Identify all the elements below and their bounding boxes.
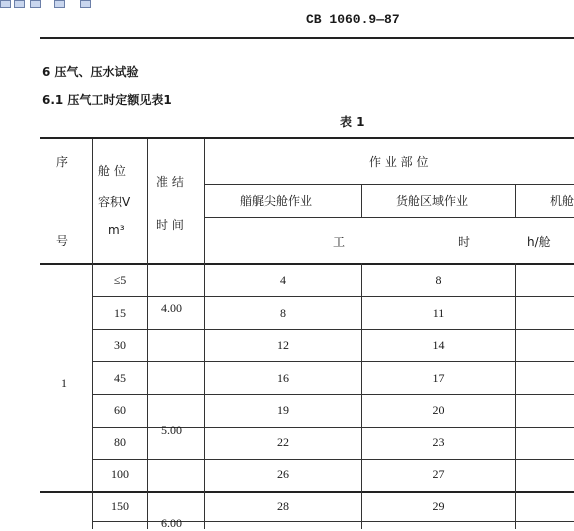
header-prep-line2: 时 间 <box>156 218 184 232</box>
header-unit-right: h/舱 <box>527 235 551 249</box>
col-rule-a <box>361 184 362 217</box>
row-rule <box>92 521 204 522</box>
col-rule-a-body <box>361 263 362 529</box>
vol-cell: ≤5 <box>113 273 127 287</box>
col-b-cell: 14 <box>432 338 445 352</box>
prep-value: 4.00 <box>161 301 182 315</box>
data-row-rule <box>205 521 574 522</box>
toolbar-icon-2[interactable] <box>14 0 25 8</box>
header-unit-mid: 时 <box>458 235 471 249</box>
vol-cell: 15 <box>114 306 126 320</box>
col-b-cell: 23 <box>432 435 445 449</box>
row-rule <box>92 394 204 395</box>
header-rule <box>40 37 574 39</box>
col-a-cell: 28 <box>277 499 289 513</box>
header-col-b: 货舱区域作业 <box>396 194 469 208</box>
header-col-a: 艏艉尖舱作业 <box>240 194 313 208</box>
vol-cell: 60 <box>114 403 126 417</box>
col-b-cell: 29 <box>432 499 445 513</box>
header-subrow-rule <box>205 184 574 185</box>
header-vol-line1: 舱 位 <box>98 164 126 178</box>
table-title: 表 1 <box>340 115 365 129</box>
toolbar-icon-1[interactable] <box>0 0 11 8</box>
col-a-cell: 22 <box>277 435 289 449</box>
header-vol-line2: 容积V <box>98 195 131 209</box>
vol-cell: 45 <box>114 371 126 385</box>
col-rule-b <box>515 184 516 217</box>
vol-cell: 80 <box>114 435 126 449</box>
header-col-c: 机舱 <box>550 194 574 208</box>
col-b-cell: 8 <box>435 273 442 287</box>
col-a-cell: 26 <box>277 467 289 481</box>
row-rule <box>92 427 204 428</box>
prep-value: 6.00 <box>161 516 182 530</box>
group-seq-number: 1 <box>61 376 67 390</box>
section-6-1-heading: 6.1 压气工时定额见表1 <box>42 93 172 107</box>
col-a-cell: 16 <box>277 371 289 385</box>
data-row-rule <box>205 394 574 395</box>
vol-cell: 150 <box>111 499 129 513</box>
col-b-cell: 17 <box>432 371 445 385</box>
col-a-cell: 4 <box>280 273 286 287</box>
data-row-rule <box>205 427 574 428</box>
document-code: CB 1060.9—87 <box>306 12 400 27</box>
col-rule-b-body <box>515 263 516 529</box>
header-seq-bottom: 号 <box>56 234 69 248</box>
section-6-heading: 6 压气、压水试验 <box>42 65 139 79</box>
header-subrow-rule-2 <box>205 217 574 218</box>
vol-cell: 30 <box>114 338 126 352</box>
header-prep-line1: 准 结 <box>156 175 184 189</box>
col-a-cell: 19 <box>277 403 289 417</box>
table-top-rule <box>40 137 574 139</box>
col-rule-vol <box>147 139 148 529</box>
toolbar-icon-3[interactable] <box>30 0 41 8</box>
header-vol-line3: m³ <box>108 223 125 237</box>
row-rule <box>92 361 574 362</box>
toolbar <box>0 0 100 9</box>
col-a-cell: 8 <box>280 306 286 320</box>
vol-cell: 100 <box>111 467 129 481</box>
header-bottom-rule <box>40 263 574 265</box>
col-b-cell: 20 <box>432 403 445 417</box>
header-unit-left: 工 <box>333 235 346 249</box>
col-b-cell: 27 <box>432 467 445 481</box>
group-rule <box>40 491 574 493</box>
row-rule <box>92 459 204 460</box>
data-row-rule <box>205 296 574 297</box>
col-a-cell: 12 <box>277 338 289 352</box>
data-row-rule <box>205 329 574 330</box>
data-row-rule <box>205 459 574 460</box>
header-seq-top: 序 <box>56 155 69 169</box>
header-work-group: 作 业 部 位 <box>369 155 429 169</box>
col-b-cell: 11 <box>432 306 445 320</box>
row-rule <box>92 329 204 330</box>
toolbar-icon-4[interactable] <box>54 0 65 8</box>
toolbar-icon-5[interactable] <box>80 0 91 8</box>
prep-value: 5.00 <box>161 423 182 437</box>
row-rule <box>92 296 204 297</box>
